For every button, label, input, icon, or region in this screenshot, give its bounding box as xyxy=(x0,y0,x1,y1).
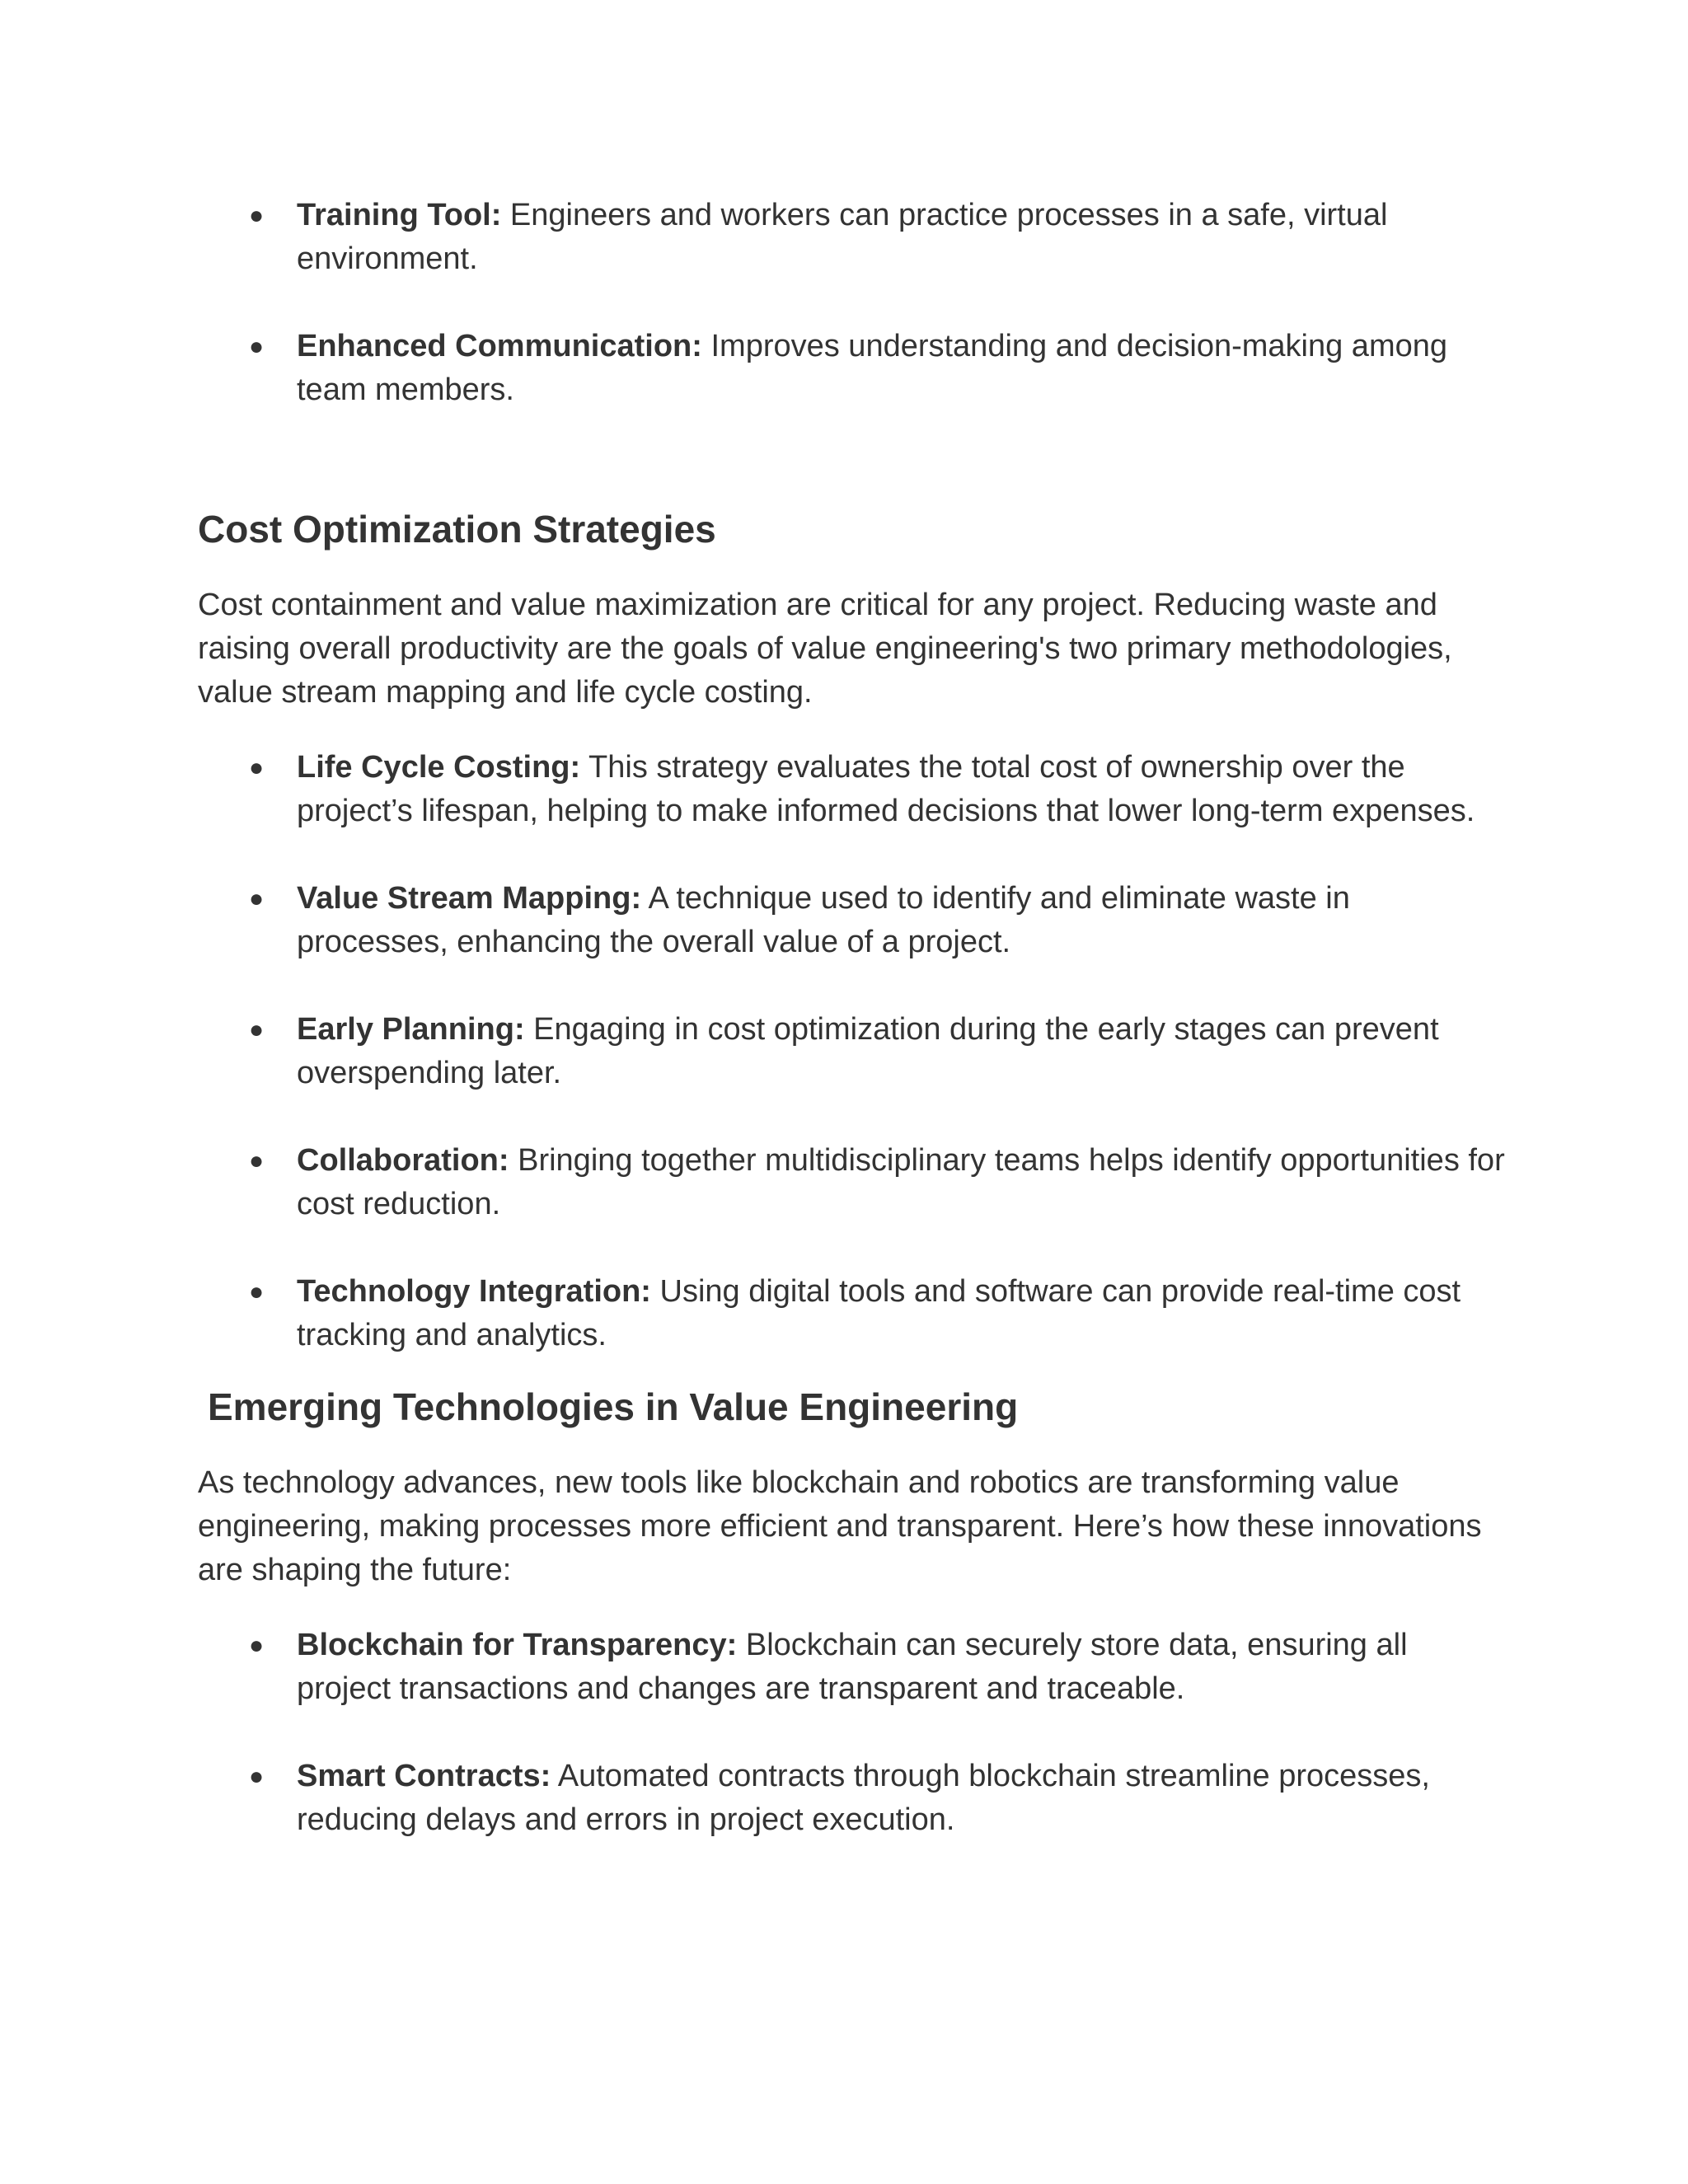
item-text: Bringing together multidisciplinary teams helps identify opportunities for cost reduction. xyxy=(297,1143,1505,1221)
item-term: Early Planning: xyxy=(297,1012,525,1047)
item-text: Automated contracts through blockchain streamline processes, reducing delays and errors in project execution. xyxy=(297,1759,1430,1837)
list-item xyxy=(198,1139,1508,1226)
document-content xyxy=(198,194,1508,1842)
section-title-cost-optimization: Cost Optimization Strategies xyxy=(198,508,716,551)
list-item xyxy=(198,1270,1508,1357)
item-text: Improves understanding and decision-making among team members. xyxy=(297,329,1447,407)
list-item xyxy=(198,325,1508,412)
bullet-icon: ● xyxy=(249,885,265,912)
intro-bullet-list xyxy=(198,194,1508,412)
bullet-icon: ● xyxy=(249,754,265,781)
item-term: Smart Contracts: xyxy=(297,1759,551,1793)
item-text: Using digital tools and software can provide real-time cost tracking and analytics. xyxy=(297,1274,1461,1352)
bullet-icon: ● xyxy=(249,1147,265,1174)
section-title-emerging-technologies: Emerging Technologies in Value Engineering xyxy=(208,1385,1019,1428)
item-term: Value Stream Mapping: xyxy=(297,881,642,916)
item-term: Enhanced Communication: xyxy=(297,329,702,363)
bullet-icon: ● xyxy=(249,1763,265,1790)
list-item xyxy=(198,877,1508,964)
item-term: Blockchain for Transparency: xyxy=(297,1628,738,1662)
bullet-icon: ● xyxy=(249,1278,265,1305)
list-item xyxy=(198,194,1508,281)
list-item xyxy=(198,1624,1508,1711)
item-text: Blockchain can securely store data, ensuring all project transactions and changes are transparent and traceable. xyxy=(297,1628,1408,1706)
item-text: This strategy evaluates the total cost of ownership over the project’s lifespan, helping to make informed decisions that lower long-term expenses. xyxy=(297,750,1475,828)
list-item xyxy=(198,746,1508,833)
item-text: A technique used to identify and eliminate waste in processes, enhancing the overall value of a project. xyxy=(297,881,1350,959)
item-term: Collaboration: xyxy=(297,1143,509,1178)
bullet-icon: ● xyxy=(249,1016,265,1043)
emerging-bullet-list xyxy=(198,1624,1508,1842)
item-term: Life Cycle Costing: xyxy=(297,750,581,785)
item-text: Engaging in cost optimization during the early stages can prevent overspending later. xyxy=(297,1012,1439,1090)
list-item xyxy=(198,1008,1508,1095)
list-item xyxy=(198,1755,1508,1842)
bullet-icon: ● xyxy=(249,1632,265,1659)
cost-bullet-list xyxy=(198,746,1508,1357)
item-term: Training Tool: xyxy=(297,198,502,232)
item-text: Engineers and workers can practice processes in a safe, virtual environment. xyxy=(297,198,1388,276)
section-paragraph: As technology advances, new tools like blockchain and robotics are transforming value engineering, making processes more efficient and transparent. Here’s how these innovations are shaping the future: xyxy=(198,1465,1482,1587)
bullet-icon: ● xyxy=(249,202,265,229)
item-term: Technology Integration: xyxy=(297,1274,651,1309)
section-paragraph: Cost containment and value maximization are critical for any project. Reducing waste and raising overall productivity are the goals of value engineering's two primary methodologies, value stream mapping and life cycle costing. xyxy=(198,588,1452,710)
bullet-icon: ● xyxy=(249,333,265,360)
